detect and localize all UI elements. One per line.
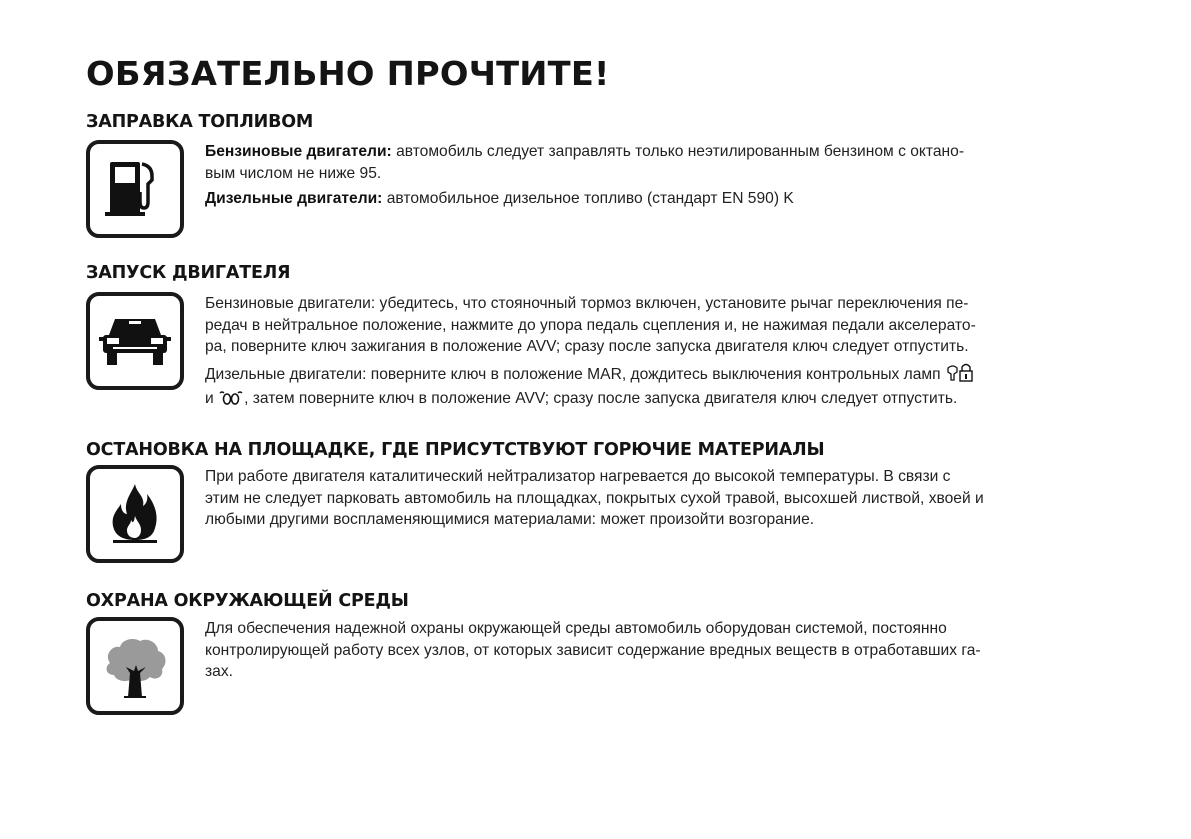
text-line: Бензиновые двигатели: убедитесь, что стояночный тормоз включен, установите рычаг переключения пе- — [205, 295, 969, 312]
text-line: Дизельные двигатели: поверните ключ в положение MAR, дождитесь выключения контрольных ламп — [205, 365, 941, 383]
text-line: автомобиль следует заправлять только неэтилированным бензином с октано- — [396, 143, 965, 160]
paragraph-petrol — [205, 141, 1125, 184]
text-line: контролирующей работу всех узлов, от которых зависит содержание вредных веществ в отработавших га- — [205, 641, 981, 659]
car-front-icon — [99, 311, 171, 371]
section-body — [205, 618, 1125, 687]
text-line: этим не следует парковать автомобиль на площадках, покрытых сухой травой, высохшей листвой, хвоей и — [205, 489, 984, 507]
fuel-pump-icon-box — [86, 140, 184, 238]
immobilizer-lock-icon — [945, 362, 975, 389]
flame-icon — [107, 482, 163, 546]
tree-icon — [100, 633, 170, 699]
section-engine-start — [86, 263, 1146, 407]
section-environment — [86, 591, 1146, 680]
text-line: зах. — [205, 663, 233, 680]
tree-icon-box — [86, 617, 184, 715]
label-petrol: Бензиновые двигатели: — [205, 143, 392, 160]
section-flammable-parking — [86, 440, 1146, 528]
label-diesel: Дизельные двигатели: — [205, 190, 383, 207]
text-line: Для обеспечения надежной охраны окружающей среды автомобиль оборудован системой, постоянно — [205, 620, 947, 637]
text-line: , затем поверните ключ в положение AVV; сразу после запуска двигателя ключ следует отпустить. — [244, 390, 958, 407]
section-title: ЗАПРАВКА ТОПЛИВОМ — [86, 112, 314, 132]
section-body — [205, 141, 1125, 214]
page-title: ОБЯЗАТЕЛЬНО ПРОЧТИТЕ! — [86, 54, 610, 93]
text-line: любыми другими воспламеняющимися материалами: может произойти возгорание. — [205, 511, 815, 528]
section-body — [205, 466, 1125, 535]
section-fuel — [86, 112, 1146, 207]
paragraph — [205, 466, 1125, 531]
glow-plug-icon — [218, 390, 244, 413]
text-line: вым числом не ниже 95. — [205, 164, 382, 182]
section-title: ЗАПУСК ДВИГАТЕЛЯ — [86, 263, 291, 283]
section-title: ОСТАНОВКА НА ПЛОЩАДКЕ, ГДЕ ПРИСУТСТВУЮТ ГОРЮЧИЕ МАТЕРИАЛЫ — [86, 440, 825, 460]
section-title: ОХРАНА ОКРУЖАЮЩЕЙ СРЕДЫ — [86, 591, 409, 611]
paragraph-diesel — [205, 188, 1125, 210]
text-line: При работе двигателя каталитический нейтрализатор нагревается до высокой температуры. В связи с — [205, 468, 951, 485]
paragraph-petrol — [205, 293, 1125, 358]
section-body — [205, 293, 1125, 417]
text-line: ра, поверните ключ зажигания в положение AVV; сразу после запуска двигателя ключ следует отпустить. — [205, 338, 969, 355]
text-line: редач в нейтральное положение, нажмите до упора педаль сцепления и, не нажимая педали акселерато- — [205, 316, 976, 334]
text-line: и — [205, 390, 214, 407]
paragraph-diesel — [205, 362, 1125, 413]
paragraph — [205, 618, 1125, 683]
fuel-pump-icon — [100, 154, 170, 224]
flame-icon-box — [86, 465, 184, 563]
text-line: автомобильное дизельное топливо (стандарт EN 590) K — [386, 190, 794, 207]
car-front-icon-box — [86, 292, 184, 390]
